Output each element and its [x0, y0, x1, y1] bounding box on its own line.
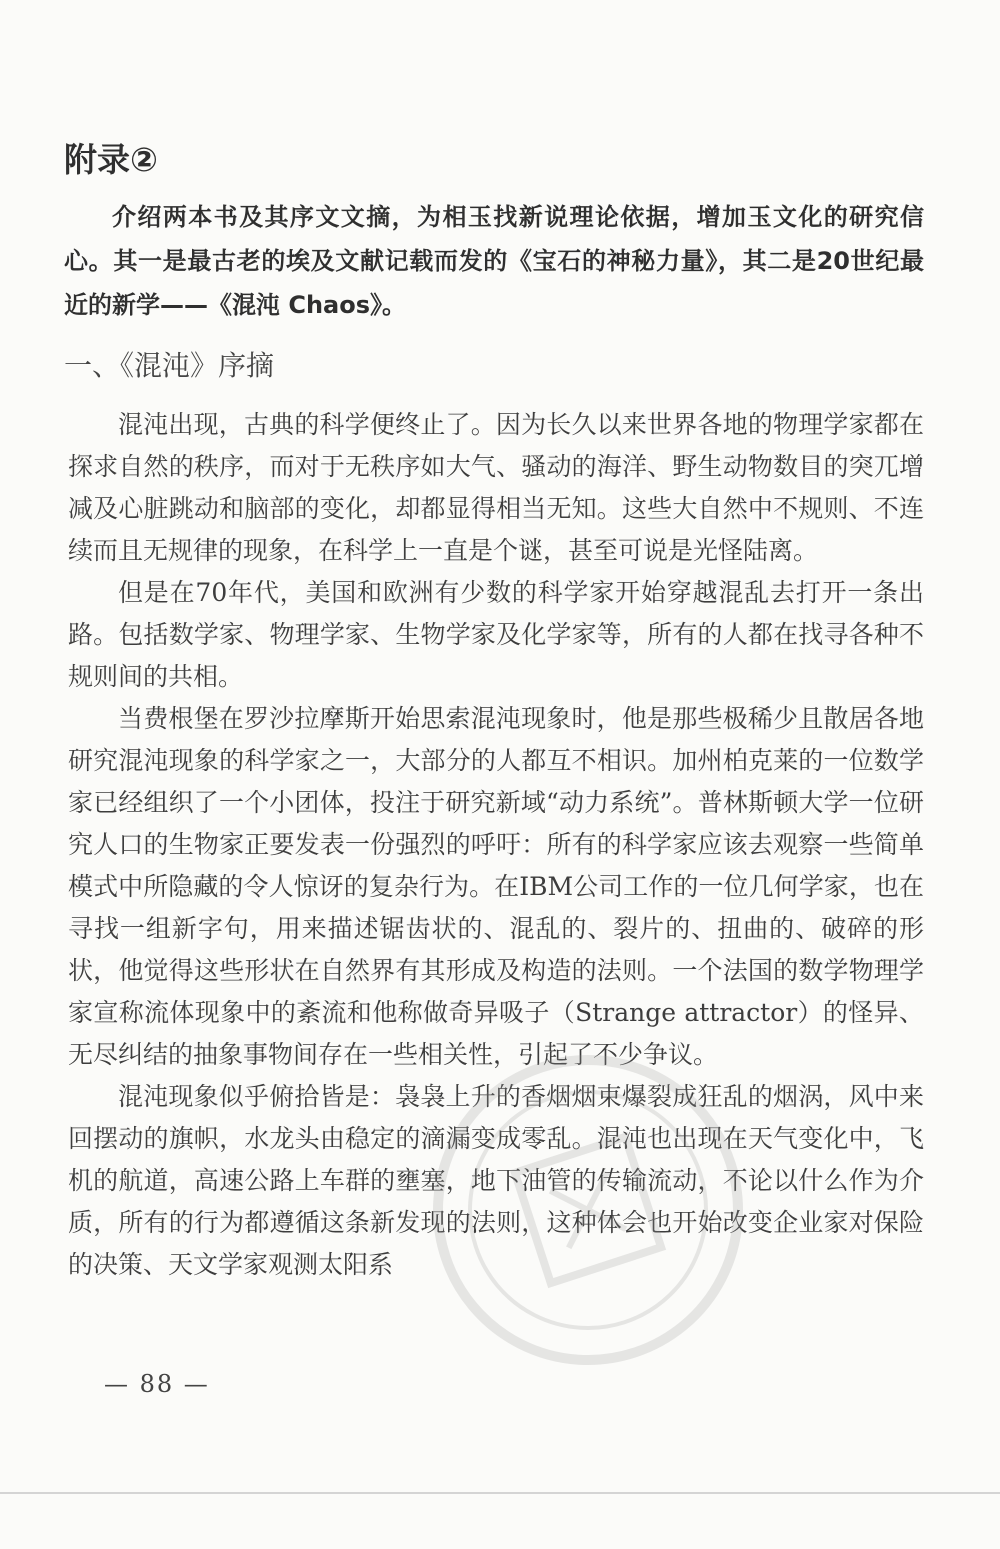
page-number: — 88 — [104, 1370, 210, 1398]
intro-block [64, 195, 924, 327]
body-text [68, 404, 924, 1286]
page-bottom-rule [0, 1492, 1000, 1494]
paragraph-2: 但是在70年代，美国和欧洲有少数的科学家开始穿越混乱去打开一条出路。包括数学家、物理学家、生物学家及化学家等，所有的人都在找寻各种不规则间的共相。 [68, 578, 924, 691]
section-title: 一、《混沌》序摘 [64, 349, 275, 382]
intro-paragraph: 介绍两本书及其序文文摘，为相玉找新说理论依据，增加玉文化的研究信心。其一是最古老的埃及文献记载而发的《宝石的神秘力量》，其二是20世纪最近的新学——《混沌 Chaos》。 [64, 203, 924, 319]
appendix-title: 附录② [64, 140, 158, 179]
paragraph-3: 当费根堡在罗沙拉摩斯开始思索混沌现象时，他是那些极稀少且散居各地研究混沌现象的科学家之一，大部分的人都互不相识。加州柏克莱的一位数学家已经组织了一个小团体，投注于研究新域“动力系统”。普林斯顿大学一位研究人口的生物家正要发表一份强烈的呼吁：所有的科学家应该去观察一些简单模式中所隐藏的令人惊讶的复杂行为。在IBM公司工作的一位几何学家，也在寻找一组新字句，用来描述锯齿状的、混乱的、裂片的、扭曲的、破碎的形状，他觉得这些形状在自然界有其形成及构造的法则。一个法国的数学物理学家宣称流体现象中的紊流和他称做奇异吸子（Strange attractor）的怪异、无尽纠结的抽象事物间存在一些相关性，引起了不少争议。 [68, 704, 924, 1069]
paragraph-4: 混沌现象似乎俯拾皆是：袅袅上升的香烟烟束爆裂成狂乱的烟涡，风中来回摆动的旗帜，水龙头由稳定的滴漏变成零乱。混沌也出现在天气变化中，飞机的航道，高速公路上车群的壅塞，地下油管的传输流动，不论以什么作为介质，所有的行为都遵循这条新发现的法则，这种体会也开始改变企业家对保险的决策、天文学家观测太阳系 [68, 1082, 924, 1279]
paragraph-1: 混沌出现，古典的科学便终止了。因为长久以来世界各地的物理学家都在探求自然的秩序，而对于无秩序如大气、骚动的海洋、野生动物数目的突兀增减及心脏跳动和脑部的变化，却都显得相当无知。这些大自然中不规则、不连续而且无规律的现象，在科学上一直是个谜，甚至可说是光怪陆离。 [68, 410, 924, 565]
